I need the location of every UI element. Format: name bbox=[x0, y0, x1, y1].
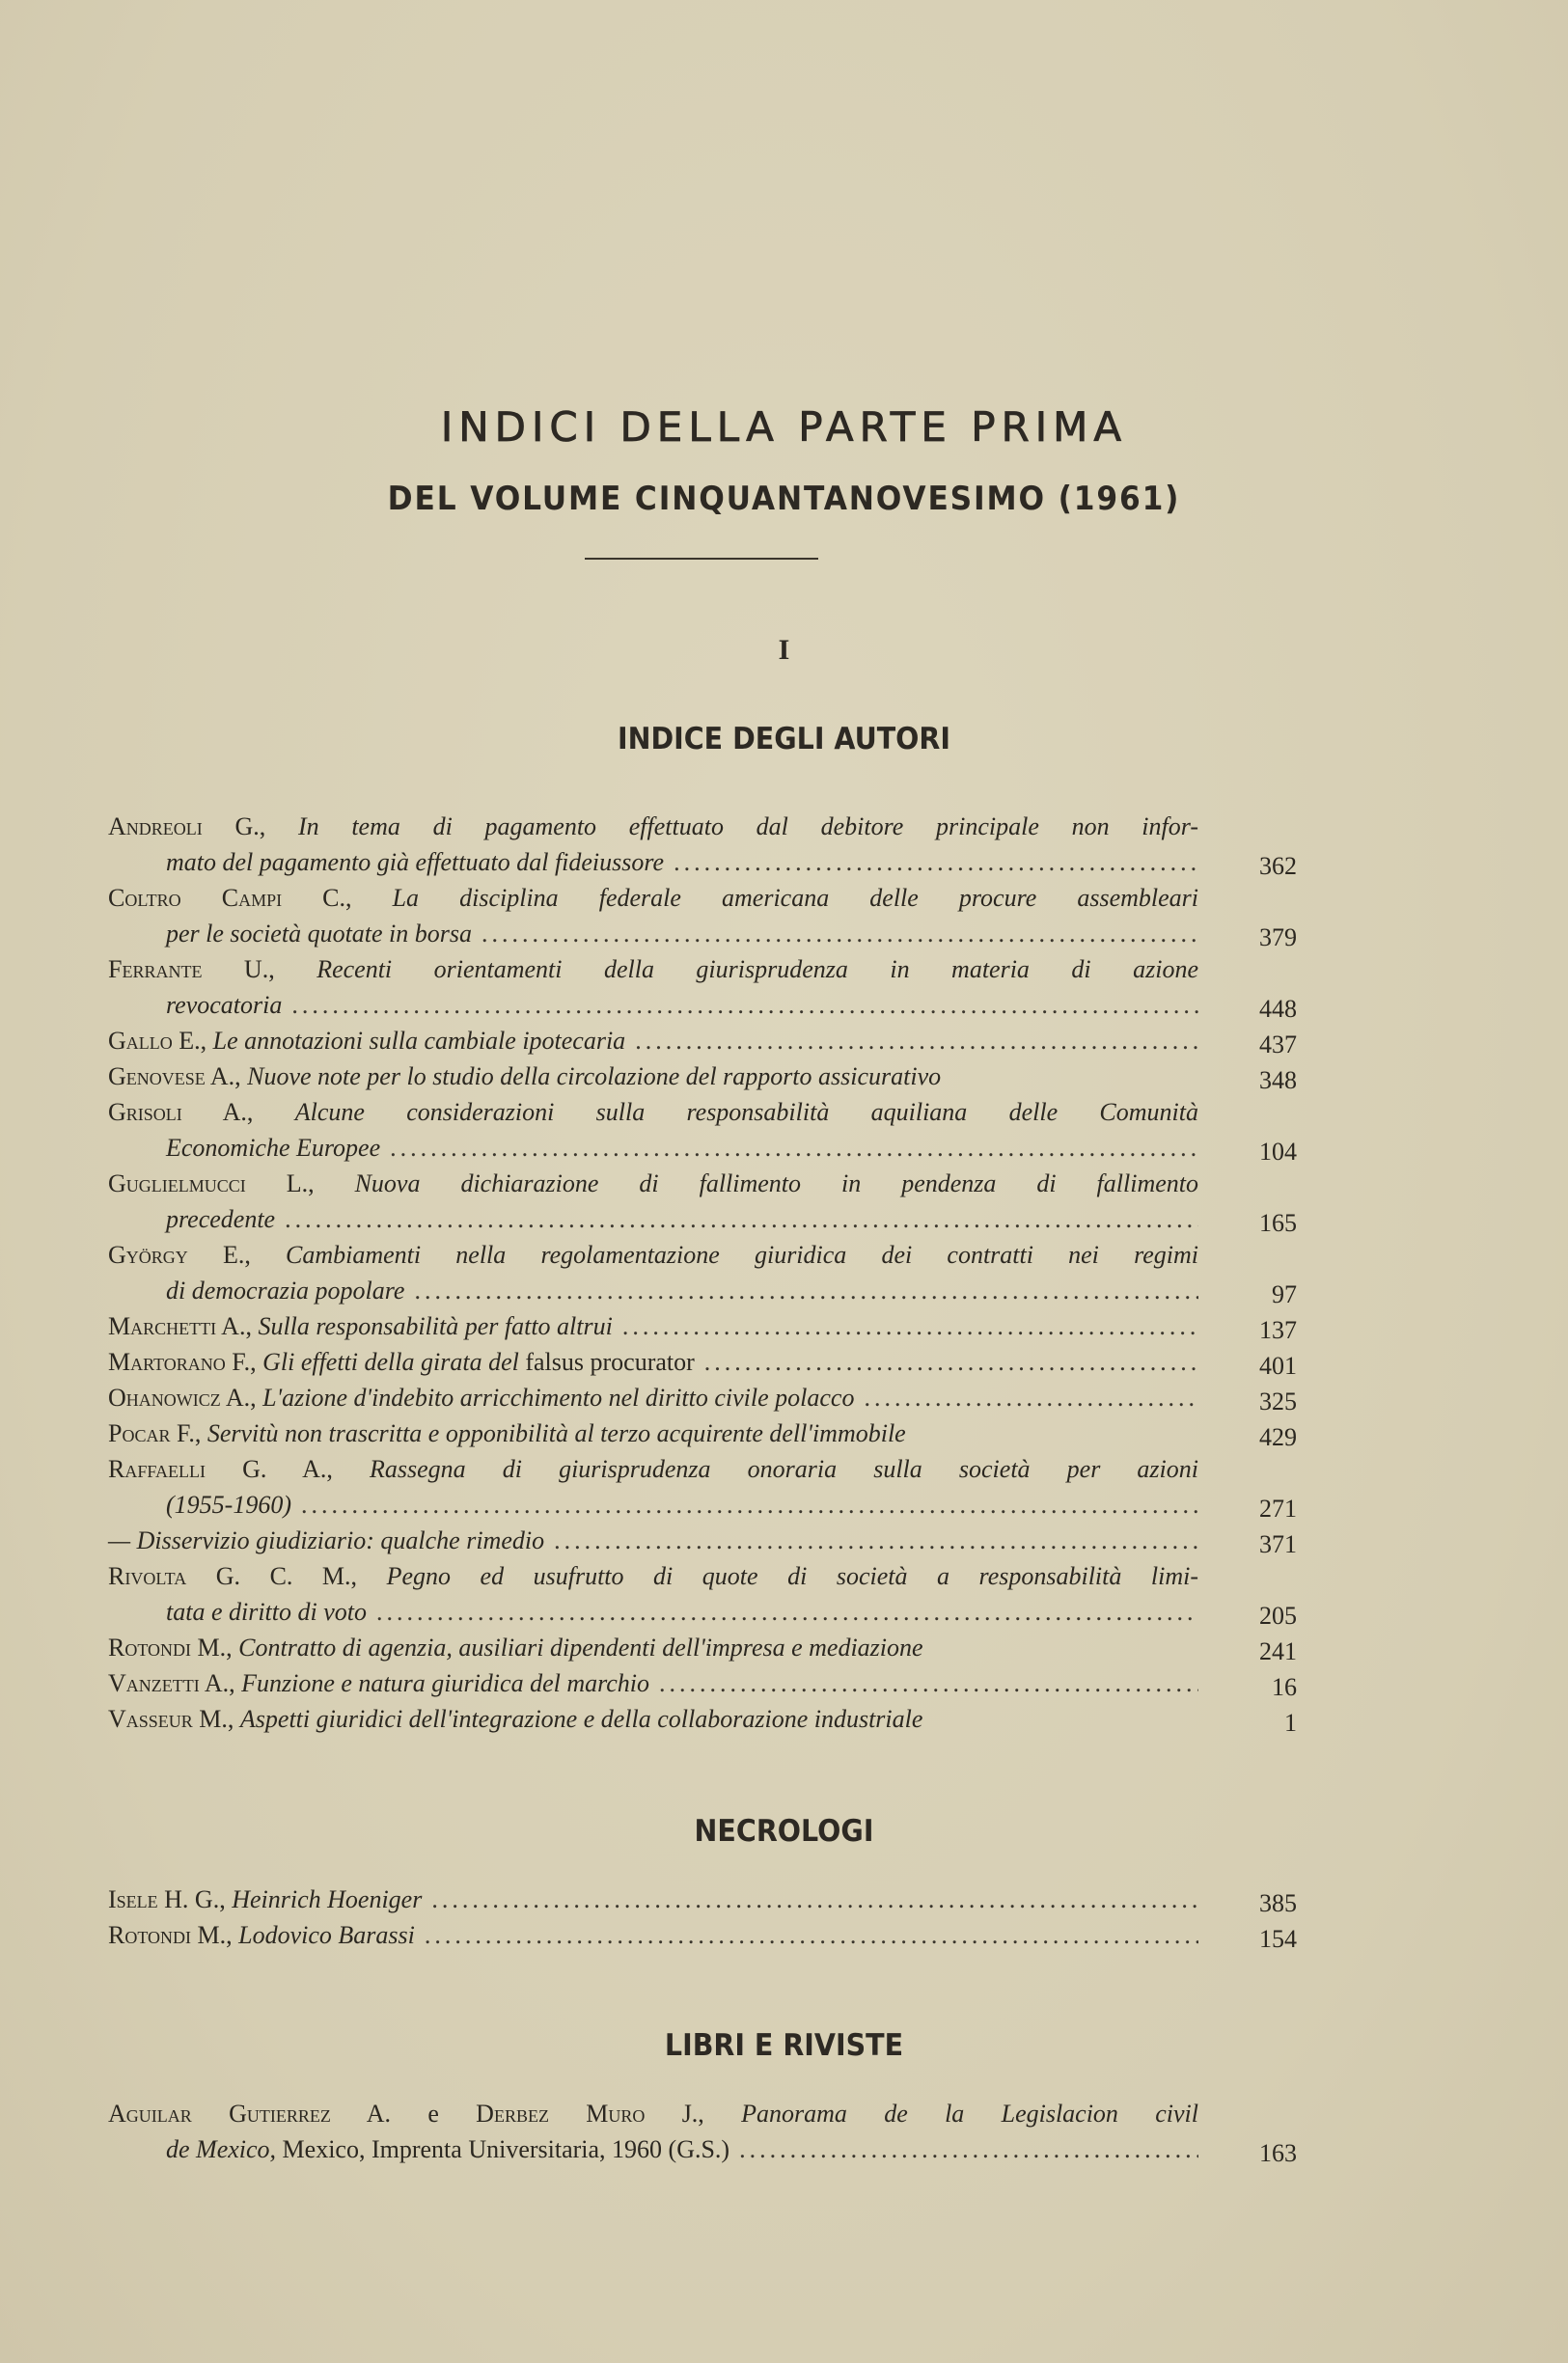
page-number: 429 bbox=[1259, 1423, 1297, 1451]
page-number: 348 bbox=[1259, 1066, 1297, 1094]
section-number: I bbox=[778, 634, 790, 666]
dot-leader bbox=[674, 844, 1198, 880]
entry-text bbox=[108, 1562, 1198, 1590]
entry-text bbox=[166, 1273, 404, 1308]
page-number: 325 bbox=[1259, 1388, 1297, 1415]
entry-author: Marchetti A., bbox=[108, 1312, 259, 1340]
entry-author: Ohanowicz A., bbox=[108, 1384, 263, 1412]
entry-title: Nuova dichiarazione di fallimento in pendenza di fallimento bbox=[354, 1169, 1198, 1197]
entry-text bbox=[166, 2131, 729, 2167]
entry-author: Vasseur M., bbox=[108, 1705, 240, 1733]
libri-riviste-list bbox=[108, 2096, 1297, 2167]
entry-line bbox=[108, 1308, 1297, 1344]
entry-text bbox=[166, 1594, 367, 1630]
entry-title: Lodovico Barassi bbox=[238, 1921, 415, 1949]
entry-title: Alcune considerazioni sulla responsabilità aquiliana delle Comunità bbox=[294, 1098, 1198, 1126]
entry-text bbox=[108, 1630, 923, 1665]
entry-title: Funzione e natura giuridica del marchio bbox=[241, 1669, 650, 1697]
entry-author: Coltro Campi C., bbox=[108, 884, 393, 912]
authors-heading: INDICE DEGLI AUTORI bbox=[617, 722, 950, 756]
entry-title: Le annotazioni sulla cambiale ipotecaria bbox=[212, 1027, 626, 1055]
entry-line bbox=[108, 1237, 1198, 1273]
dot-leader bbox=[301, 1487, 1198, 1523]
entry-title: mato del pagamento già effettuato dal fideiussore bbox=[166, 848, 665, 876]
entry-text bbox=[166, 844, 664, 880]
entry-title: Servitù non trascritta e opponibilità al terzo acquirente dell'immobile bbox=[206, 1419, 906, 1447]
entry-line bbox=[108, 1594, 1297, 1630]
page-number: 241 bbox=[1259, 1637, 1297, 1665]
entry-line bbox=[108, 951, 1198, 987]
index-entry bbox=[108, 1344, 1297, 1380]
entry-text bbox=[108, 2100, 1198, 2128]
dot-leader bbox=[481, 916, 1198, 951]
entry-text bbox=[108, 1380, 854, 1415]
entry-title: In tema di pagamento effettuato dal debitore principale non infor- bbox=[297, 812, 1198, 840]
entry-text bbox=[166, 916, 472, 951]
libri-riviste-heading: LIBRI E RIVISTE bbox=[664, 2028, 904, 2063]
dot-leader bbox=[554, 1523, 1198, 1558]
entry-title: La disciplina federale americana delle procure assembleari bbox=[392, 884, 1198, 912]
entry-author: Genovese A., bbox=[108, 1062, 248, 1090]
entry-line bbox=[108, 809, 1198, 844]
entry-text bbox=[108, 812, 1198, 840]
page-number: 104 bbox=[1259, 1138, 1297, 1166]
dot-leader bbox=[390, 1130, 1198, 1166]
index-entry bbox=[108, 1523, 1297, 1558]
entry-author: Andreoli G., bbox=[108, 812, 298, 840]
entry-author: Raffaelli G. A., bbox=[108, 1455, 370, 1483]
page-number: 1 bbox=[1284, 1709, 1297, 1737]
authors-index-list bbox=[108, 809, 1297, 1737]
entry-title: (1955-1960) bbox=[166, 1491, 291, 1519]
entry-title: precedente bbox=[166, 1205, 276, 1233]
entry-author: Aguilar Gutierrez A. bbox=[108, 2100, 428, 2128]
dot-leader bbox=[659, 1665, 1198, 1701]
index-entry bbox=[108, 1094, 1297, 1166]
entry-line bbox=[108, 1630, 1297, 1665]
index-entry bbox=[108, 1451, 1297, 1523]
index-entry bbox=[108, 880, 1297, 951]
entry-author: Derbez Muro J., bbox=[476, 2100, 742, 2128]
entry-author: Rotondi M., bbox=[108, 1634, 239, 1662]
entry-line bbox=[108, 1882, 1297, 1917]
entry-text bbox=[108, 1882, 422, 1917]
index-entry bbox=[108, 809, 1297, 880]
entry-text bbox=[108, 1665, 649, 1701]
entry-author: Grisoli A., bbox=[108, 1098, 295, 1126]
page-number: 437 bbox=[1259, 1030, 1297, 1058]
page-number: 97 bbox=[1272, 1280, 1297, 1308]
entry-line bbox=[108, 1917, 1297, 1953]
index-entry bbox=[108, 1415, 1297, 1451]
entry-title: Pegno ed usufrutto di quote di società a responsabilità limi- bbox=[386, 1562, 1199, 1590]
page-number: 401 bbox=[1259, 1352, 1297, 1380]
index-entry bbox=[108, 1665, 1297, 1701]
index-entry bbox=[108, 1558, 1297, 1630]
entry-author: Vanzetti A., bbox=[108, 1669, 242, 1697]
dot-leader bbox=[635, 1023, 1198, 1058]
entry-text bbox=[166, 987, 282, 1023]
index-entry bbox=[108, 1917, 1297, 1953]
entry-text bbox=[166, 1130, 380, 1166]
page-number: 165 bbox=[1259, 1209, 1297, 1237]
entry-title: L'azione d'indebito arricchimento nel diritto civile polacco bbox=[262, 1384, 855, 1412]
entry-line bbox=[108, 1023, 1297, 1058]
entry-title: Sulla responsabilità per fatto altrui bbox=[258, 1312, 613, 1340]
entry-title: tata e diritto di voto bbox=[166, 1598, 367, 1626]
entry-line bbox=[108, 1344, 1297, 1380]
page-number: 154 bbox=[1259, 1925, 1297, 1953]
index-entry bbox=[108, 1166, 1297, 1237]
entry-title: Economiche Europee bbox=[166, 1134, 381, 1162]
entry-line bbox=[108, 1380, 1297, 1415]
entry-line bbox=[108, 1166, 1198, 1201]
page-number: 205 bbox=[1259, 1602, 1297, 1630]
entry-title: di democrazia popolare bbox=[166, 1277, 405, 1305]
entry-text bbox=[108, 1701, 922, 1737]
entry-line bbox=[108, 1451, 1198, 1487]
index-entry bbox=[108, 951, 1297, 1023]
entry-author: Gallo E., bbox=[108, 1027, 213, 1055]
entry-line bbox=[108, 987, 1297, 1023]
entry-line bbox=[108, 916, 1297, 951]
index-entry bbox=[108, 1308, 1297, 1344]
entry-line bbox=[108, 1415, 1297, 1451]
index-entry bbox=[108, 2096, 1297, 2167]
entry-title: Nuove note per lo studio della circolazione del rapporto assicurativo bbox=[247, 1062, 942, 1090]
entry-line bbox=[108, 1487, 1297, 1523]
entry-line bbox=[108, 1523, 1297, 1558]
entry-title: de Mexico, bbox=[166, 2135, 283, 2163]
entry-text bbox=[108, 1455, 1198, 1483]
dot-leader bbox=[425, 1917, 1198, 1953]
entry-line bbox=[108, 1130, 1297, 1166]
entry-title: Heinrich Hoeniger bbox=[232, 1885, 423, 1913]
entry-text-roman: e bbox=[427, 2100, 477, 2128]
entry-text bbox=[108, 1917, 415, 1953]
entry-text bbox=[108, 1058, 941, 1094]
entry-author: Pocar F., bbox=[108, 1419, 207, 1447]
entry-text bbox=[166, 1201, 275, 1237]
entry-author: Isele H. G., bbox=[108, 1885, 233, 1913]
entry-text bbox=[108, 1098, 1198, 1126]
index-entry bbox=[108, 1237, 1297, 1308]
dot-leader bbox=[291, 987, 1198, 1023]
dot-leader bbox=[739, 2131, 1198, 2167]
dot-leader bbox=[376, 1594, 1198, 1630]
page-number: 137 bbox=[1259, 1316, 1297, 1344]
entry-author: Rotondi M., bbox=[108, 1921, 239, 1949]
entry-title: Gli effetti della girata del bbox=[262, 1348, 526, 1376]
entry-title: Panorama de la Legislacion civil bbox=[741, 2100, 1198, 2128]
index-title: INDICI DELLA PARTE PRIMA bbox=[440, 403, 1128, 451]
index-entry bbox=[108, 1023, 1297, 1058]
necrologi-heading: NECROLOGI bbox=[694, 1814, 874, 1849]
entry-line bbox=[108, 1058, 1297, 1094]
entry-title: Rassegna di giurisprudenza onoraria sulla società per azioni bbox=[369, 1455, 1198, 1483]
entry-line bbox=[108, 1701, 1297, 1737]
dot-leader bbox=[864, 1380, 1198, 1415]
entry-line bbox=[108, 880, 1198, 916]
entry-title: per le società quotate in borsa bbox=[166, 920, 473, 948]
entry-title: Cambiamenti nella regolamentazione giuridica dei contratti nei regimi bbox=[286, 1241, 1198, 1269]
entry-text bbox=[108, 1169, 1198, 1197]
page-number: 448 bbox=[1259, 995, 1297, 1023]
dot-leader bbox=[414, 1273, 1198, 1308]
entry-author: Ferrante U., bbox=[108, 955, 317, 983]
page-number: 379 bbox=[1259, 923, 1297, 951]
entry-author: Guglielmucci L., bbox=[108, 1169, 355, 1197]
entry-text bbox=[108, 884, 1198, 912]
entry-author: Martorano F., bbox=[108, 1348, 263, 1376]
entry-line bbox=[108, 1665, 1297, 1701]
necrologi-list bbox=[108, 1882, 1297, 1953]
entry-title: Contratto di agenzia, ausiliari dipendenti dell'impresa e mediazione bbox=[238, 1634, 923, 1662]
dot-leader bbox=[285, 1201, 1198, 1237]
dot-leader bbox=[622, 1308, 1198, 1344]
page-number: 371 bbox=[1259, 1530, 1297, 1558]
entry-author: Rivolta G. C. M., bbox=[108, 1562, 387, 1590]
index-entry bbox=[108, 1058, 1297, 1094]
index-entry bbox=[108, 1701, 1297, 1737]
divider-rule bbox=[585, 558, 818, 560]
page-number: 16 bbox=[1272, 1673, 1297, 1701]
entry-line bbox=[108, 1558, 1198, 1594]
entry-text bbox=[108, 1308, 613, 1344]
page-number: 163 bbox=[1259, 2139, 1297, 2167]
entry-line bbox=[108, 2096, 1198, 2131]
entry-line bbox=[108, 1094, 1198, 1130]
entry-text-roman: falsus procurator bbox=[525, 1348, 695, 1376]
entry-text bbox=[108, 1523, 544, 1558]
entry-line bbox=[108, 844, 1297, 880]
entry-title: Recenti orientamenti della giurisprudenza in materia di azione bbox=[316, 955, 1198, 983]
entry-text bbox=[108, 1344, 695, 1380]
page-number: 362 bbox=[1259, 852, 1297, 880]
entry-text bbox=[108, 1023, 625, 1058]
entry-line bbox=[108, 1273, 1297, 1308]
index-subtitle: DEL VOLUME CINQUANTANOVESIMO (1961) bbox=[387, 480, 1181, 518]
entry-text bbox=[108, 955, 1198, 983]
entry-line bbox=[108, 2131, 1297, 2167]
page-number: 271 bbox=[1259, 1495, 1297, 1523]
entry-title: — Disservizio giudiziario: qualche rimedio bbox=[108, 1526, 545, 1554]
page-number: 385 bbox=[1259, 1889, 1297, 1917]
dot-leader bbox=[704, 1344, 1198, 1380]
entry-text bbox=[166, 1487, 291, 1523]
dot-leader bbox=[431, 1882, 1198, 1917]
entry-title: Aspetti giuridici dell'integrazione e della collaborazione industriale bbox=[239, 1705, 923, 1733]
entry-title: revocatoria bbox=[166, 991, 283, 1019]
entry-author: György E., bbox=[108, 1241, 287, 1269]
index-entry bbox=[108, 1380, 1297, 1415]
entry-line bbox=[108, 1201, 1297, 1237]
entry-text-roman: Mexico, Imprenta Universitaria, 1960 (G.S.) bbox=[282, 2135, 730, 2163]
entry-text bbox=[108, 1241, 1198, 1269]
index-entry bbox=[108, 1630, 1297, 1665]
entry-text bbox=[108, 1415, 906, 1451]
index-entry bbox=[108, 1882, 1297, 1917]
